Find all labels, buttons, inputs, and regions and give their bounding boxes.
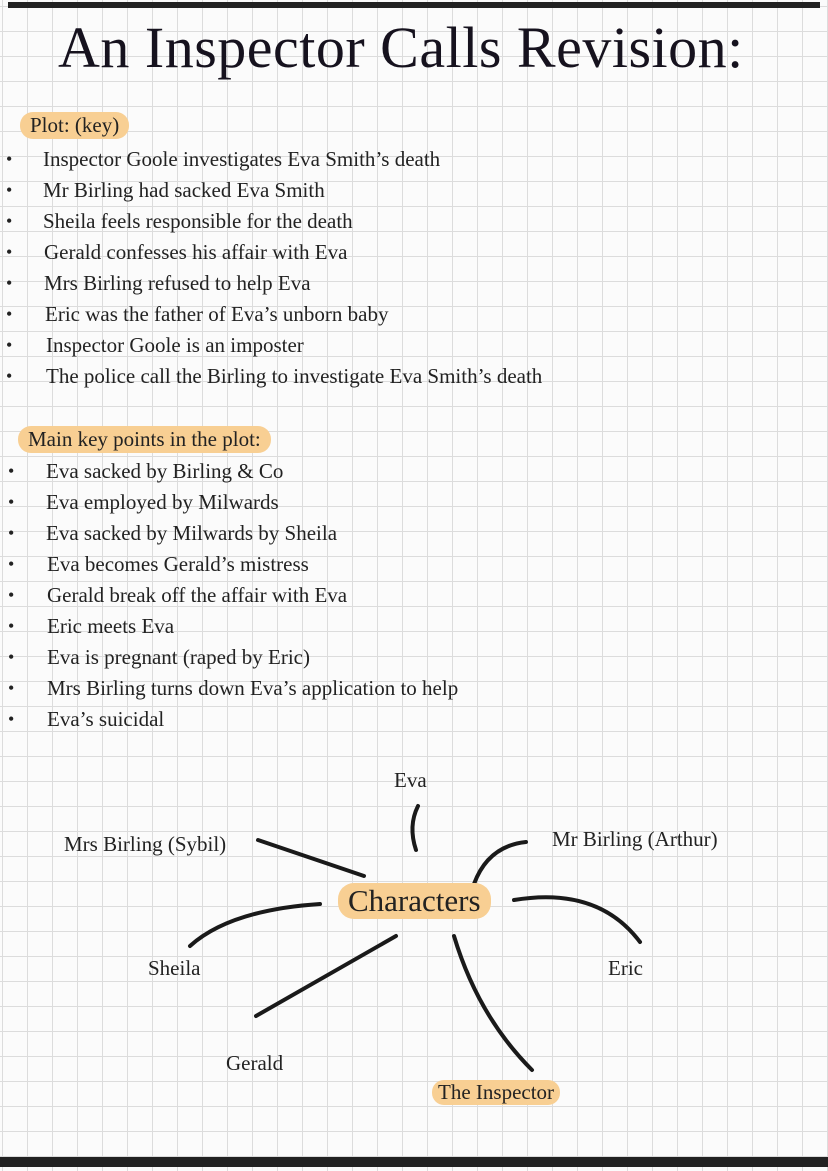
bullet-icon: • [8, 647, 15, 667]
bullet-icon: • [6, 335, 13, 355]
bullet-icon: • [8, 523, 15, 543]
list-item-text: Eric was the father of Eva’s unborn baby [45, 302, 389, 326]
page-title: An Inspector Calls Revision: [58, 15, 744, 80]
bullet-icon: • [6, 366, 13, 386]
bullet-icon: • [6, 149, 13, 169]
node-characters-center: Characters [338, 883, 491, 919]
list-item-text: Gerald break off the affair with Eva [47, 583, 348, 607]
key-points-heading: Main key points in the plot: [18, 426, 271, 453]
node-sheila: Sheila [148, 956, 201, 980]
bullet-icon: • [6, 273, 13, 293]
connector-sheila [190, 904, 320, 946]
connector-eva [412, 806, 418, 850]
bullet-icon: • [6, 242, 13, 262]
list-item-text: The police call the Birling to investigate Eva Smith’s death [46, 364, 543, 388]
list-item-text: Eva sacked by Milwards by Sheila [46, 521, 338, 545]
bullet-icon: • [6, 304, 13, 324]
bullet-icon: • [6, 211, 13, 231]
connector-inspector [454, 936, 532, 1070]
connector-mrs-birling [258, 840, 364, 876]
list-item-text: Mr Birling had sacked Eva Smith [43, 178, 325, 202]
character-mind-map [0, 760, 828, 1140]
list-item-text: Eva sacked by Birling & Co [46, 459, 284, 483]
list-item-text: Eva’s suicidal [47, 707, 165, 731]
list-item-text: Eva is pregnant (raped by Eric) [47, 645, 310, 669]
list-item-text: Inspector Goole is an imposter [46, 333, 304, 357]
node-eva: Eva [394, 768, 427, 792]
bullet-icon: • [8, 461, 15, 481]
list-item-text: Inspector Goole investigates Eva Smith’s death [43, 147, 441, 171]
bullet-icon: • [8, 554, 15, 574]
list-item-text: Sheila feels responsible for the death [43, 209, 353, 233]
node-gerald: Gerald [226, 1051, 284, 1075]
bullet-icon: • [8, 492, 15, 512]
bullet-icon: • [8, 709, 15, 729]
node-mrs-birling: Mrs Birling (Sybil) [64, 832, 227, 856]
list-item-text: Eva becomes Gerald’s mistress [47, 552, 309, 576]
connector-eric [514, 897, 640, 942]
plot-heading: Plot: (key) [20, 112, 129, 139]
list-item-text: Eric meets Eva [47, 614, 175, 638]
connector-mr-birling [474, 842, 526, 884]
bullet-icon: • [8, 616, 15, 636]
list-item-text: Mrs Birling refused to help Eva [44, 271, 311, 295]
list-item-text: Eva employed by Milwards [46, 490, 279, 514]
bullet-icon: • [8, 678, 15, 698]
bullet-icon: • [6, 180, 13, 200]
page-top-edge [8, 2, 820, 8]
connector-gerald [256, 936, 396, 1016]
node-eric: Eric [608, 956, 643, 980]
node-mr-birling: Mr Birling (Arthur) [552, 827, 718, 851]
list-item-text: Mrs Birling turns down Eva’s application to help [47, 676, 459, 700]
bullet-icon: • [8, 585, 15, 605]
node-the-inspector: The Inspector [432, 1080, 560, 1105]
page-bottom-edge [0, 1157, 828, 1167]
list-item-text: Gerald confesses his affair with Eva [44, 240, 348, 264]
